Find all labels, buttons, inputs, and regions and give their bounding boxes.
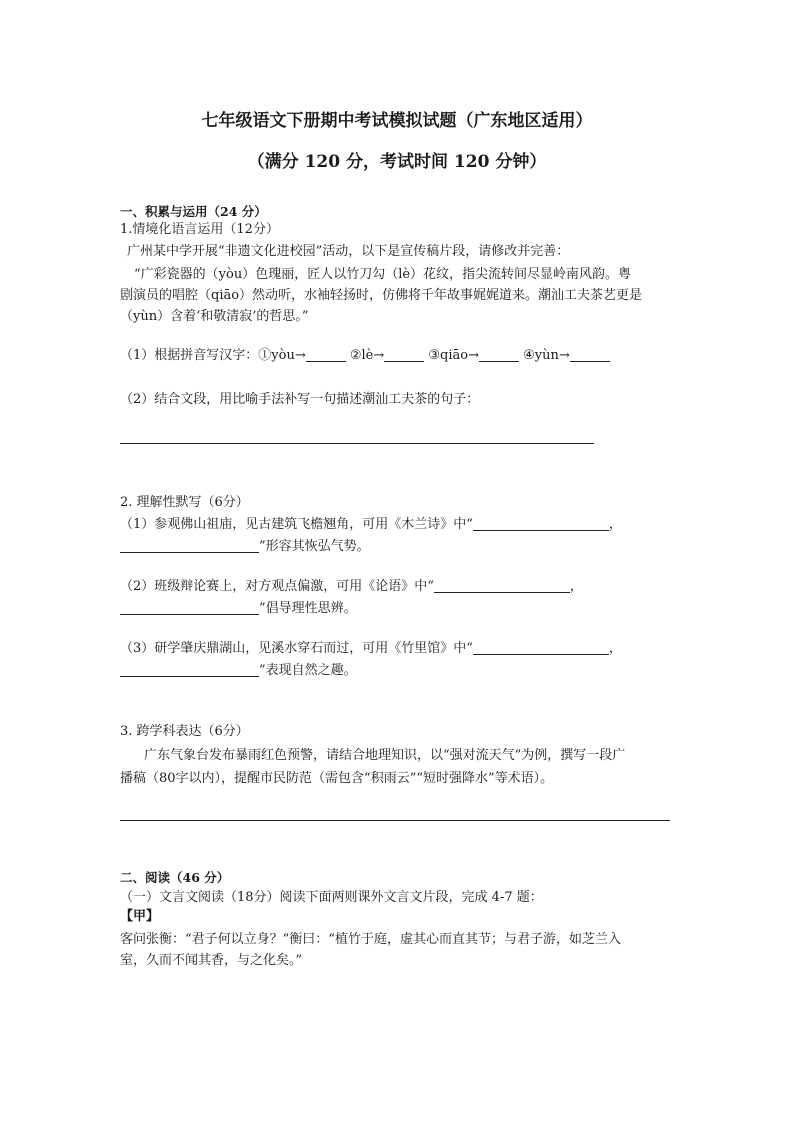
recitation-2-suffix: ”倡导理性思辨。	[259, 601, 357, 616]
recitation-1-prompt: （1）参观佛山祖庙，见古建筑飞檐翘角，可用《木兰诗》中“	[120, 517, 473, 532]
question-3-heading: 3. 跨学科表达（6分）	[120, 724, 249, 739]
recitation-comma: ，	[569, 579, 583, 594]
question-3-line-1: 广东气象台发布暴雨红色预警，请结合地理知识，以“强对流天气”为例，撰写一段广	[144, 748, 626, 763]
recitation-2-prompt: （2）班级辩论赛上，对方观点偏激，可用《论语》中“	[120, 579, 434, 594]
broadcast-answer-line[interactable]	[120, 820, 670, 821]
page-title: 七年级语文下册期中考试模拟试题（广东地区适用）	[201, 111, 593, 131]
recitation-comma: ，	[608, 641, 622, 656]
recitation-3-suffix: ”表现自然之趣。	[259, 663, 357, 678]
recitation-2-line-1	[120, 578, 583, 596]
answer-blank-3[interactable]	[479, 347, 519, 362]
recitation-3-prompt: （3）研学肇庆鼎湖山，见溪水穿石而过，可用《竹里馆》中“	[120, 641, 473, 656]
section-heading-reading: 二、阅读（46 分）	[120, 870, 230, 885]
question-1-intro: 广州某中学开展“非遗文化进校园”活动，以下是宣传稿片段，请修改并完善：	[127, 244, 570, 259]
pinyin-item-4: ④yùn→	[523, 348, 570, 363]
recitation-2-line-2	[120, 600, 357, 618]
passage-line-3: （yùn）含着‘和敬清寂’的哲思。”	[120, 309, 309, 324]
recitation-1-blank-1[interactable]	[473, 516, 609, 531]
metaphor-question: （2）结合文段，用比喻手法补写一句描述潮汕工夫茶的句子：	[120, 392, 480, 407]
passage-line-1: “广彩瓷器的（yòu）色瑰丽，匠人以竹刀勾（lè）花纹，指尖流转间尽显岭南风韵。粤	[134, 267, 632, 282]
answer-blank-2[interactable]	[384, 347, 424, 362]
pinyin-item-2: ②lè→	[349, 348, 385, 363]
recitation-comma: ，	[608, 517, 622, 532]
section-heading-accumulation: 一、积累与运用（24 分）	[120, 204, 267, 219]
classical-line-1: 客问张衡：“君子何以立身？”衡曰：“植竹于庭，虚其心而直其节；与君子游，如芝兰入	[120, 932, 621, 947]
recitation-2-blank-1[interactable]	[434, 578, 570, 593]
recitation-3-blank-2[interactable]	[120, 662, 259, 677]
page-subtitle: （满分 120 分，考试时间 120 分钟）	[247, 152, 547, 172]
question-2-heading: 2. 理解性默写（6分）	[120, 495, 249, 510]
recitation-1-line-2	[120, 538, 370, 556]
recitation-2-blank-2[interactable]	[120, 600, 259, 615]
recitation-1-blank-2[interactable]	[120, 538, 259, 553]
pinyin-item-1: ①yòu→	[258, 348, 306, 363]
answer-blank-4[interactable]	[570, 347, 610, 362]
recitation-3-blank-1[interactable]	[473, 640, 609, 655]
pinyin-question-prefix: （1）根据拼音写汉字：	[120, 348, 259, 363]
question-1-heading: 1.情境化语言运用（12分）	[120, 222, 279, 237]
recitation-1-line-1	[120, 516, 622, 534]
passage-jia-label: 【甲】	[120, 909, 160, 924]
pinyin-item-3: ③qiāo→	[428, 348, 480, 363]
classical-line-2: 室，久而不闻其香，与之化矣。”	[120, 953, 303, 968]
reading-intro: （一）文言文阅读（18分）阅读下面两则课外文言文片段，完成 4-7 题：	[120, 890, 543, 905]
metaphor-answer-line[interactable]	[120, 443, 594, 444]
recitation-3-line-1	[120, 640, 622, 658]
recitation-3-line-2	[120, 662, 357, 680]
question-3-line-2: 播稿（80字以内），提醒市民防范（需包含“积雨云”“短时强降水”等术语）。	[120, 771, 554, 786]
passage-line-2: 剧演员的唱腔（qiāo）然动听，水袖轻扬时，仿佛将千年故事娓娓道来。潮汕工夫茶艺更是	[120, 288, 643, 303]
answer-blank-1[interactable]	[306, 347, 346, 362]
pinyin-question	[120, 347, 610, 365]
recitation-1-suffix: ”形容其恢弘气势。	[259, 539, 370, 554]
